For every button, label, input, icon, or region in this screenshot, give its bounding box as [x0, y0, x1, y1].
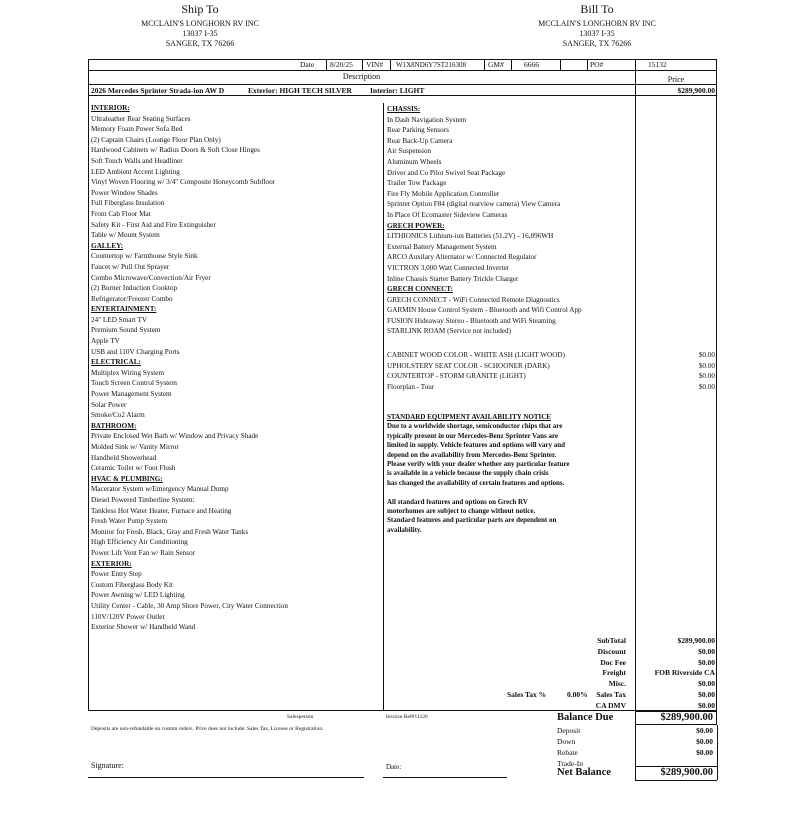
notice-line: typically present in our Mercedes-Benz Sprinter Vans are — [387, 431, 559, 440]
left-feature-item: High Efficiency Air Conditioning — [91, 538, 188, 547]
date-sign-label: Date: — [386, 763, 402, 771]
notice-title: STANDARD EQUIPMENT AVAILABILITY NOTICE — [387, 413, 551, 421]
left-feature-section-heading: BATHROOM: — [91, 421, 137, 430]
left-feature-item: LED Ambient Accent Lighting — [91, 167, 180, 176]
left-feature-item: Multiplex Wiring System — [91, 368, 165, 377]
total-label: Misc. — [608, 679, 626, 689]
left-feature-item: Front Cab Floor Mat — [91, 209, 151, 218]
sales-tax-percent-label: Sales Tax % — [507, 690, 547, 699]
left-feature-item: Table w/ Mount System — [91, 231, 160, 240]
option-price: $0.00 — [698, 351, 715, 359]
total-value: $0.00 — [698, 646, 715, 656]
notice-line: availability. — [387, 525, 422, 534]
notice-line: Standard features and particular parts are dependent on — [387, 516, 557, 525]
vehicle-price: $289,900.00 — [677, 86, 715, 95]
right-feature-item: External Battery Management System — [387, 242, 497, 251]
option-price: $0.00 — [698, 382, 715, 391]
total-value: $0.00 — [698, 689, 715, 699]
option-price: $0.00 — [698, 372, 715, 381]
left-feature-item: Countertop w/ Farmhouse Style Sink — [91, 252, 198, 261]
sales-tax-rate: 0.00% — [567, 690, 588, 699]
notice-line: limited in supply. Vehicle features and options will vary and — [387, 441, 566, 450]
vin-label: VIN# — [366, 60, 384, 69]
notice-line: Due to a worldwide shortage, semiconductor chips that are — [387, 422, 563, 431]
left-feature-item: Power Entry Step — [91, 570, 142, 579]
left-feature-item: Apple TV — [91, 337, 120, 346]
rebate-label: Rebate — [557, 748, 578, 757]
right-feature-list — [387, 104, 582, 337]
salesperson-label: Salesperson — [287, 714, 314, 720]
left-feature-item: Smoke/Co2 Alarm — [91, 411, 145, 420]
right-feature-item: GARMIN House Control System - Bluetooth and Wifi Control App — [387, 306, 582, 315]
total-label: Discount — [597, 646, 626, 656]
right-feature-item: Trailer Tow Package — [387, 179, 447, 188]
left-feature-item: Monitor for Fresh, Black, Gray and Fresh Water Tanks — [91, 527, 249, 536]
signature-label: Signature: — [91, 761, 124, 770]
total-value: $0.00 — [698, 679, 715, 689]
left-feature-item: 110V/120V Power Outlet — [91, 612, 165, 621]
ship-to-block — [100, 2, 300, 49]
description-header: Description — [342, 72, 381, 81]
left-feature-item: Ultraleather Rear Seating Surfaces — [91, 114, 191, 123]
right-feature-item: VICTRON 3,000 Watt Connected Inverter — [387, 263, 510, 272]
option-item: CABINET WOOD COLOR - WHITE ASH (LIGHT WOOD) — [387, 351, 566, 359]
total-value: $0.00 — [698, 657, 715, 667]
right-feature-item: ARCO Auxilary Alternator w/ Connected Regulator — [387, 253, 537, 262]
date-label: Date — [300, 60, 315, 69]
left-feature-item: Hardwood Cabinets w/ Radius Doors & Soft Close Hinges — [91, 146, 260, 155]
right-feature-item: Air Suspension — [387, 147, 432, 156]
notice-line: has changed the availability of certain features and options. — [387, 478, 565, 487]
right-feature-item: Aluminum Wheels — [387, 157, 442, 166]
total-label: SubTotal — [597, 636, 626, 645]
right-feature-item: In Dash Navigation System — [387, 115, 467, 124]
vehicle-exterior: Exterior: HIGH TECH SILVER — [248, 86, 352, 95]
left-feature-item: Memory Foam Power Sofa Bed — [91, 125, 183, 134]
right-feature-section-heading: GRECH CONNECT: — [387, 285, 453, 294]
totals-labels — [560, 636, 626, 712]
net-balance-label: Net Balance — [557, 767, 611, 778]
right-feature-section-heading: GRECH POWER: — [387, 221, 445, 230]
left-feature-item: Refrigerator/Freezer Combo — [91, 294, 173, 303]
notice-line: depend on the availability from Mercedes-Benz Sprinter. — [387, 450, 557, 459]
gm-value: 6666 — [524, 60, 539, 69]
right-feature-item: FUSION Hideaway Stereo - Bluetooth and WiFi Steaming — [387, 316, 556, 325]
bill-to-street: 13037 I-35 — [579, 29, 615, 38]
invoice-ref: Invoice Ref#11126 — [386, 714, 428, 720]
down-label: Down — [557, 737, 576, 746]
left-feature-item: Private Enclosed Wet Bath w/ Window and Privacy Shade — [91, 432, 259, 441]
right-feature-item: LITHIONICS Lithium-ion Batteries (51.2V) - 16,896WH — [387, 232, 554, 241]
bill-to-block — [497, 2, 697, 49]
left-feature-section-heading: GALLEY: — [91, 241, 124, 250]
left-feature-item: Power Lift Vent Fan w/ Rain Sensor — [91, 548, 196, 557]
option-price: $0.00 — [698, 361, 715, 370]
balance-due-value: $289,900.00 — [660, 712, 713, 723]
options-list — [387, 350, 565, 392]
left-feature-item: Ceramic Toilet w/ Foot Flush — [91, 464, 176, 473]
right-feature-item: In Place Of Ecomaster Sideview Cameras — [387, 210, 508, 219]
left-feature-item: Solar Power — [91, 400, 127, 409]
left-feature-item: Safety Kit - First Aid and Fire Extinguisher — [91, 220, 216, 229]
option-item: Floorplan - Tour — [387, 382, 435, 391]
net-balance-value: $289,900.00 — [660, 767, 713, 778]
bill-to-title: Bill To — [580, 2, 614, 16]
total-label: Sales Tax — [596, 689, 626, 699]
total-value: $289,900.00 — [677, 636, 715, 645]
balance-due-label: Balance Due — [557, 712, 614, 723]
notice-line: Please verify with your dealer whether any particular feature — [387, 460, 570, 469]
ship-to-city: SANGER, TX 76266 — [165, 39, 235, 48]
po-label: PO# — [590, 60, 604, 69]
totals-values — [637, 636, 715, 712]
ship-to-street: 13037 I-35 — [182, 29, 218, 38]
right-feature-item: Rear Parking Sensors — [387, 126, 449, 135]
availability-notice — [387, 413, 570, 535]
bill-to-city: SANGER, TX 76266 — [562, 39, 632, 48]
total-value: $0.00 — [698, 700, 715, 710]
vehicle-interior: Interior: LIGHT — [370, 86, 425, 95]
notice-line: motorhomes are subject to change without notice. — [387, 507, 536, 516]
option-item: UPHOLSTERY SEAT COLOR - SCHOONER (DARK) — [387, 361, 550, 370]
vehicle-model: 2026 Mercedes Sprinter Strada-ion AW D — [91, 86, 225, 95]
right-feature-section-heading: CHASSIS: — [387, 105, 421, 113]
date-sign-line — [383, 777, 507, 778]
left-feature-item: Custom Fiberglass Body Kit — [91, 580, 173, 589]
total-label: Freight — [602, 668, 626, 678]
left-feature-item: Full Fiberglass Insulation — [91, 199, 165, 208]
right-feature-item: Driver and Co Pilot Swivel Seat Package — [387, 168, 506, 177]
left-feature-item: Touch Screen Control System — [91, 379, 177, 388]
deposit-label: Deposit — [557, 726, 581, 735]
notice-line: All standard features and options on Grech RV — [387, 497, 528, 506]
left-feature-item: (2) Captain Chairs (Lounge Floor Plan Only) — [91, 135, 221, 144]
price-header: Price — [667, 75, 685, 84]
left-feature-section-heading: ELECTRICAL: — [91, 358, 141, 367]
ship-to-title: Ship To — [181, 2, 219, 16]
left-feature-section-heading: EXTERIOR: — [91, 559, 132, 568]
right-feature-item: STARLINK ROAM (Service not included) — [387, 327, 511, 336]
right-feature-item: Inline Chassis Starter Battery Trickle Charger — [387, 274, 519, 283]
total-label: CA DMV — [595, 700, 626, 710]
left-feature-item: Tankless Hot Water Heater, Furnace and Heating — [91, 506, 232, 515]
right-feature-item: Fire Fly Mobile Application Controller — [387, 189, 500, 198]
tradein-label: Trade-In — [557, 759, 583, 768]
total-value: FOB Riverside CA — [654, 668, 715, 678]
right-feature-item: GRECH CONNECT - WiFi Connected Remote Diagnostics — [387, 295, 560, 304]
left-feature-section-heading: INTERIOR: — [91, 104, 130, 112]
left-feature-item: Molded Sink w/ Vanity Mirror — [91, 443, 179, 451]
left-feature-item: Faucet w/ Pull Out Sprayer — [91, 262, 170, 271]
left-feature-item: (2) Burner Induction Cooktop — [91, 284, 178, 293]
option-item: COUNTERTOP - STORM GRANITE (LIGHT) — [387, 372, 526, 381]
notice-line: is available in a vehicle because the supply chain crisis — [387, 469, 549, 478]
left-feature-item: 24" LED Smart TV — [91, 315, 148, 324]
vin-value: W1X8ND6Y7ST216308 — [396, 60, 466, 69]
rebate-value: $0.00 — [696, 748, 713, 757]
left-feature-item: Handheld Showerhead — [91, 453, 157, 462]
bill-to-name: MCCLAIN'S LONGHORN RV INC — [538, 19, 656, 28]
deposit-note: Deposits are non-refundable on custom orders. Price does not include: Sales Tax, License or Registration. — [91, 726, 324, 732]
date-value: 8/20/25 — [330, 60, 353, 69]
left-feature-section-heading: HVAC & PLUMBING: — [91, 474, 163, 483]
right-feature-item: Rear Back-Up Camera — [387, 136, 453, 145]
down-value: $0.00 — [696, 737, 713, 746]
signature-line — [88, 777, 364, 778]
left-feature-item: Soft Touch Walls and Headliner — [91, 156, 183, 165]
left-feature-item: Fresh Water Pump System — [91, 517, 168, 526]
left-feature-section-heading: ENTERTAINMENT: — [91, 305, 157, 314]
left-feature-item: Premium Sound System — [91, 326, 161, 335]
notice-line — [387, 488, 570, 497]
left-feature-item: USB and 110V Charging Ports — [91, 347, 180, 356]
left-feature-item: Diesel Powered Timberline System: — [91, 495, 195, 504]
left-feature-item: Power Management System — [91, 390, 172, 399]
left-feature-item: Utility Center - Cable, 30 Amp Shore Power, City Water Connection — [91, 601, 289, 610]
left-feature-item: Exterior Shower w/ Handheld Wand — [91, 623, 196, 632]
deposit-value: $0.00 — [696, 726, 713, 735]
total-label: Doc Fee — [600, 657, 626, 667]
left-feature-item: Power Window Shades — [91, 188, 158, 197]
left-feature-item: Power Awning w/ LED Lighting — [91, 591, 185, 600]
right-feature-item: Sprinter Option F84 (digital rearview camera) View Camera — [387, 200, 561, 209]
gm-label: GM# — [488, 60, 504, 69]
left-feature-item: Macerator System w/Emergency Manual Dump — [91, 485, 229, 494]
invoice-number: 15132 — [648, 60, 667, 69]
left-feature-list — [91, 103, 288, 633]
left-feature-item: Vinyl Woven Flooring w/ 3/4" Composite Honeycomb Subfloor — [91, 178, 276, 187]
options-prices — [635, 350, 715, 392]
left-feature-item: Combo Microwave/Convection/Air Fryer — [91, 273, 211, 282]
ship-to-name: MCCLAIN'S LONGHORN RV INC — [141, 19, 259, 28]
